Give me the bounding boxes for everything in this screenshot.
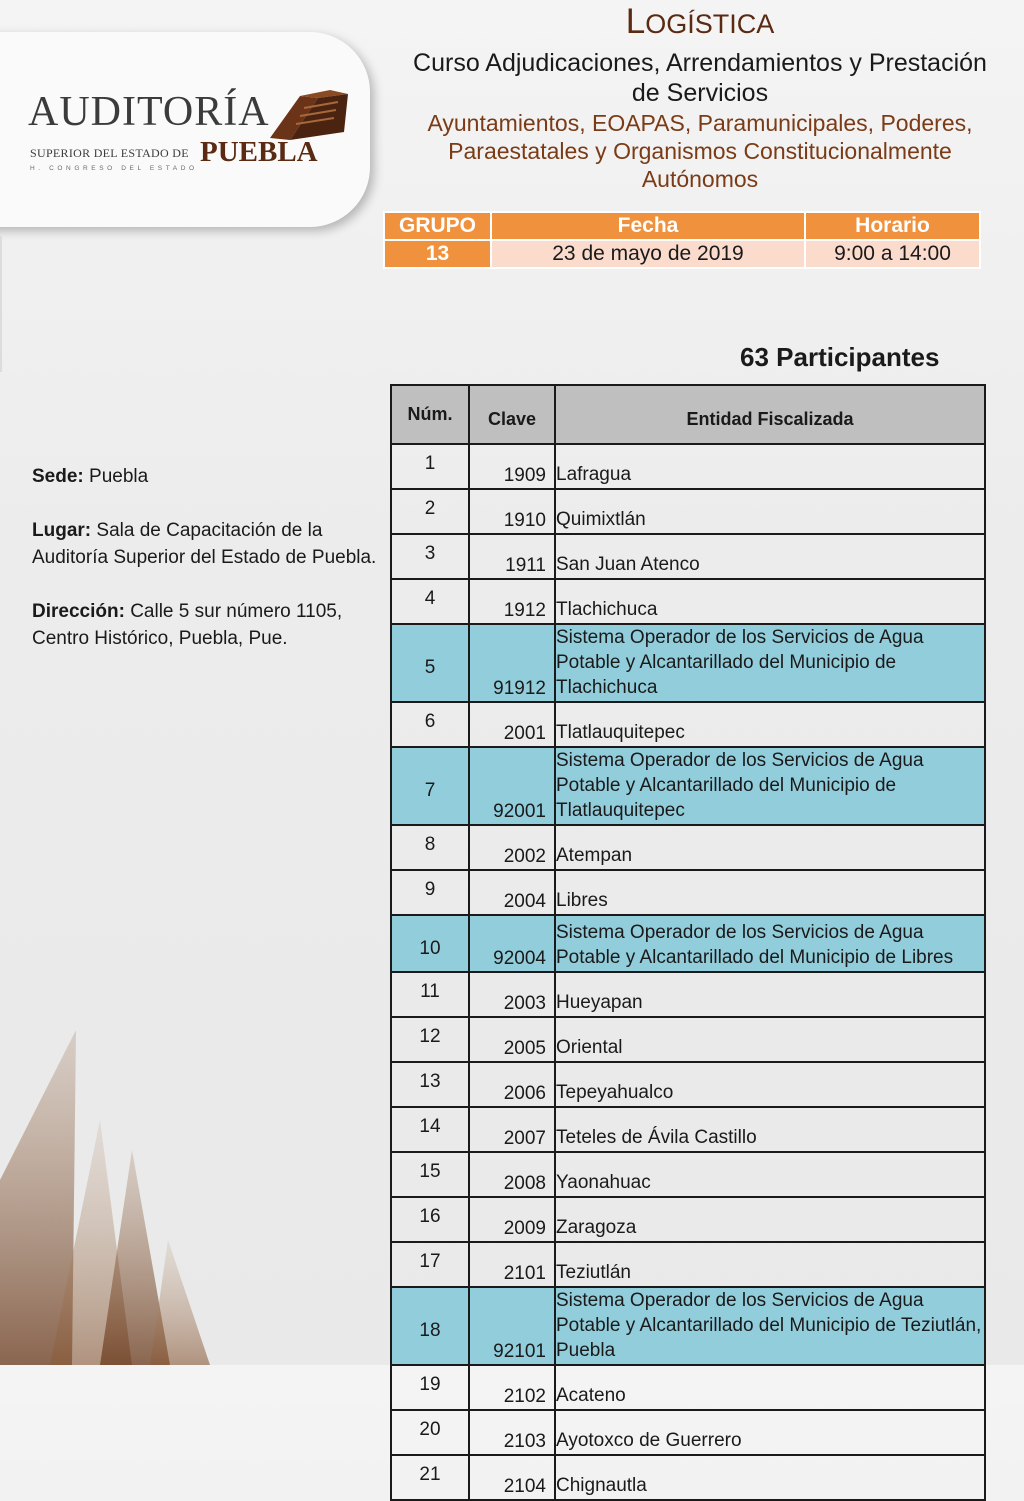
table-row xyxy=(391,579,985,624)
row-entidad: Tepeyahualco xyxy=(555,1062,985,1107)
fecha-value: 23 de mayo de 2019 xyxy=(491,240,805,268)
logo-name: AUDITORÍA xyxy=(28,89,270,135)
table-row xyxy=(391,489,985,534)
row-num: 10 xyxy=(391,915,469,972)
row-clave: 2001 xyxy=(469,702,555,747)
table-row xyxy=(391,747,985,825)
header-num: Núm. xyxy=(391,385,469,444)
group-data-row xyxy=(384,240,980,268)
row-clave: 2004 xyxy=(469,870,555,915)
row-entidad: Atempan xyxy=(555,825,985,870)
row-num: 20 xyxy=(391,1410,469,1455)
table-row xyxy=(391,1365,985,1410)
table-header-row xyxy=(391,385,985,444)
row-num: 4 xyxy=(391,579,469,624)
row-entidad: Sistema Operador de los Servicios de Agua Potable y Alcantarillado del Municipio de Tlachichuca xyxy=(555,624,985,702)
table-row xyxy=(391,825,985,870)
row-clave: 2102 xyxy=(469,1365,555,1410)
horario-value: 9:00 a 14:00 xyxy=(805,240,980,268)
table-row xyxy=(391,870,985,915)
sede: Sede: Puebla xyxy=(32,466,149,487)
row-entidad: Hueyapan xyxy=(555,972,985,1017)
left-divider xyxy=(0,236,2,372)
row-num: 7 xyxy=(391,747,469,825)
row-num: 18 xyxy=(391,1287,469,1365)
table-row xyxy=(391,1197,985,1242)
row-entidad: Yaonahuac xyxy=(555,1152,985,1197)
participants-count: 63 Participantes xyxy=(740,342,940,372)
row-clave: 2103 xyxy=(469,1410,555,1455)
row-entidad: Teteles de Ávila Castillo xyxy=(555,1107,985,1152)
row-num: 16 xyxy=(391,1197,469,1242)
table-row xyxy=(391,972,985,1017)
decorative-sails xyxy=(0,1010,240,1365)
row-entidad: Ayotoxco de Guerrero xyxy=(555,1410,985,1455)
row-entidad: Tlachichuca xyxy=(555,579,985,624)
logo-line3: H. CONGRESO DEL ESTADO xyxy=(30,165,198,172)
row-entidad: Lafragua xyxy=(555,444,985,489)
logo-line2: PUEBLA xyxy=(200,136,318,168)
course-title: Curso Adjudicaciones, Arrendamientos y Prestación de Servicios xyxy=(413,49,987,107)
row-entidad: San Juan Atenco xyxy=(555,534,985,579)
row-num: 9 xyxy=(391,870,469,915)
row-clave: 1910 xyxy=(469,489,555,534)
header-clave: Clave xyxy=(469,385,555,444)
row-clave: 2007 xyxy=(469,1107,555,1152)
row-clave: 92001 xyxy=(469,747,555,825)
row-entidad: Tlatlauquitepec xyxy=(555,702,985,747)
row-num: 14 xyxy=(391,1107,469,1152)
row-clave: 1911 xyxy=(469,534,555,579)
row-num: 11 xyxy=(391,972,469,1017)
table-row xyxy=(391,1287,985,1365)
row-entidad: Quimixtlán xyxy=(555,489,985,534)
row-entidad: Sistema Operador de los Servicios de Agua Potable y Alcantarillado del Municipio de Tlatlauquitepec xyxy=(555,747,985,825)
row-entidad: Teziutlán xyxy=(555,1242,985,1287)
row-clave: 92004 xyxy=(469,915,555,972)
table-row xyxy=(391,1017,985,1062)
row-clave: 2101 xyxy=(469,1242,555,1287)
row-num: 17 xyxy=(391,1242,469,1287)
lugar: Lugar: Sala de Capacitación de la Auditoría Superior del Estado de Puebla. xyxy=(32,520,377,568)
row-clave: 1909 xyxy=(469,444,555,489)
participants-table xyxy=(390,384,986,1501)
direccion: Dirección: Calle 5 sur número 1105, Centro Histórico, Puebla, Pue. xyxy=(32,601,343,649)
table-row xyxy=(391,702,985,747)
row-entidad: Oriental xyxy=(555,1017,985,1062)
auditoria-logo xyxy=(28,88,328,183)
row-num: 12 xyxy=(391,1017,469,1062)
row-num: 6 xyxy=(391,702,469,747)
row-num: 19 xyxy=(391,1365,469,1410)
table-row xyxy=(391,624,985,702)
row-clave: 2003 xyxy=(469,972,555,1017)
row-clave: 2008 xyxy=(469,1152,555,1197)
row-clave: 91912 xyxy=(469,624,555,702)
page-title: LOGÍSTICA xyxy=(625,2,775,41)
table-row xyxy=(391,1410,985,1455)
table-row xyxy=(391,1152,985,1197)
audience-text: Ayuntamientos, EOAPAS, Paramunicipales, Poderes, Paraestatales y Organismos Constitucionalmente Autónomos xyxy=(427,110,973,192)
row-num: 3 xyxy=(391,534,469,579)
row-entidad: Acateno xyxy=(555,1365,985,1410)
row-num: 13 xyxy=(391,1062,469,1107)
logo-line1: SUPERIOR DEL ESTADO DE xyxy=(30,146,189,160)
row-entidad: Sistema Operador de los Servicios de Agua Potable y Alcantarillado del Municipio de Libres xyxy=(555,915,985,972)
row-entidad: Sistema Operador de los Servicios de Agua Potable y Alcantarillado del Municipio de Teziutlán, Puebla xyxy=(555,1287,985,1365)
row-num: 2 xyxy=(391,489,469,534)
table-row xyxy=(391,444,985,489)
group-header-row xyxy=(384,212,980,240)
row-clave: 92101 xyxy=(469,1287,555,1365)
row-num: 5 xyxy=(391,624,469,702)
row-num: 21 xyxy=(391,1455,469,1500)
grupo-value: 13 xyxy=(384,240,491,268)
table-row xyxy=(391,1062,985,1107)
venue-info xyxy=(32,463,377,679)
row-clave: 2104 xyxy=(469,1455,555,1500)
header xyxy=(380,0,1020,193)
table-row xyxy=(391,915,985,972)
row-num: 8 xyxy=(391,825,469,870)
horario-header: Horario xyxy=(805,212,980,240)
row-entidad: Zaragoza xyxy=(555,1197,985,1242)
table-row xyxy=(391,1242,985,1287)
table-row xyxy=(391,534,985,579)
row-num: 1 xyxy=(391,444,469,489)
group-table xyxy=(383,211,981,269)
row-clave: 1912 xyxy=(469,579,555,624)
header-entidad: Entidad Fiscalizada xyxy=(555,385,985,444)
row-clave: 2002 xyxy=(469,825,555,870)
grupo-header: GRUPO xyxy=(384,212,491,240)
row-entidad: Libres xyxy=(555,870,985,915)
table-row xyxy=(391,1107,985,1152)
row-entidad: Chignautla xyxy=(555,1455,985,1500)
row-clave: 2009 xyxy=(469,1197,555,1242)
row-num: 15 xyxy=(391,1152,469,1197)
row-clave: 2006 xyxy=(469,1062,555,1107)
fecha-header: Fecha xyxy=(491,212,805,240)
row-clave: 2005 xyxy=(469,1017,555,1062)
table-row xyxy=(391,1455,985,1500)
